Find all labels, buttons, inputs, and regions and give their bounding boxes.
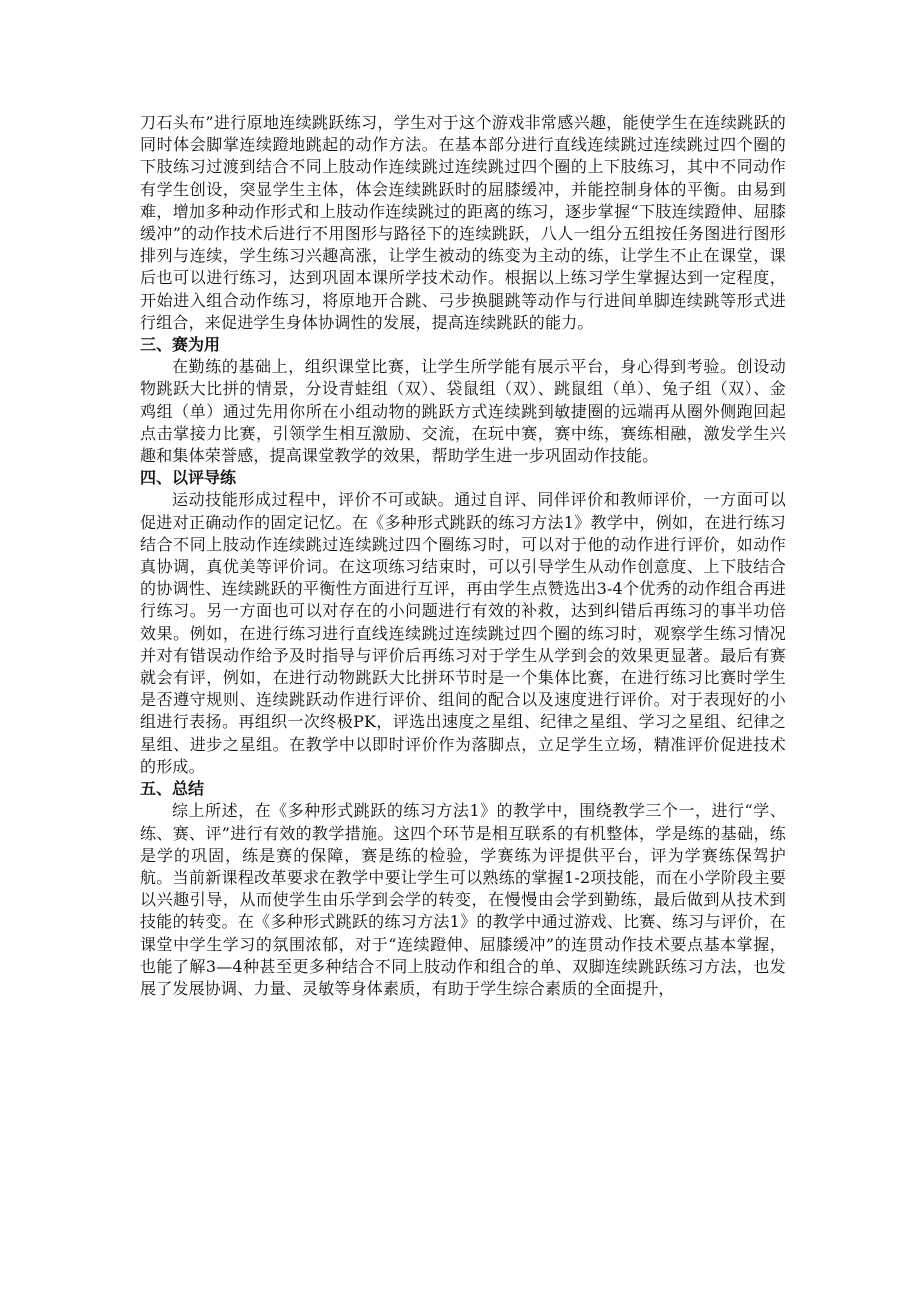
section-body-evaluation: 运动技能形成过程中，评价不可或缺。通过自评、同伴评价和教师评价，一方面可以促进对正确动作的固定记忆。在《多种形式跳跃的练习方法1》教学中，例如，在进行练习结合不同上肢动作连续跳过连续跳过四个圈练习时，可以对于他的动作进行评价，如动作真协调，真优美等评价词。在这项练习结束时，可以引导学生从动作创意度、上下肢结合的协调性、连续跳跃的平衡性方面进行互评，再由学生点赞选出3-4个优秀的动作组合再进行练习。另一方面也可以对存在的小问题进行有效的补救，达到纠错后再练习的事半功倍效果。例如，在进行练习进行直线连续跳过连续跳过四个圈的练习时，观察学生练习情况并对有错误动作给予及时指导与评价后再练习对于学生从学到会的效果更显著。最后有赛就会有评，例如，在进行动物跳跃大比拼环节时是一个集体比赛，在进行练习比赛时学生是否遵守规则、连续跳跃动作进行评价、组间的配合以及速度进行评价。对于表现好的小组进行表扬。再组织一次终极PK，评选出速度之星组、纪律之星组、学习之星组、纪律之星组、进步之星组。在教学中以即时评价作为落脚点，立足学生立场，精准评价促进技术的形成。 [140, 490, 786, 776]
section-body-competition: 在勤练的基础上，组织课堂比赛，让学生所学能有展示平台，身心得到考验。创设动物跳跃大比拼的情景，分设青蛙组（双）、袋鼠组（双）、跳鼠组（单）、兔子组（双）、金鸡组（单）通过先用你所在小组动物的跳跃方式连续跳到敏捷圈的远端再从圈外侧跑回起点击掌接力比赛，引领学生相互激励、交流，在玩中赛，赛中练，赛练相融，激发学生兴趣和集体荣誉感，提高课堂教学的效果，帮助学生进一步巩固动作技能。 [140, 357, 786, 466]
section-heading-competition: 三、赛为用 [140, 335, 221, 355]
intro-paragraph: 刀石头布”进行原地连续跳跃练习，学生对于这个游戏非常感兴趣，能使学生在连续跳跃的同时体会脚掌连续蹬地跳起的动作方法。在基本部分进行直线连续跳过连续跳过四个圈的下肢练习过渡到结合不同上肢动作连续跳过连续跳过四个圈的上下肢练习，其中不同动作有学生创设，突显学生主体，体会连续跳跃时的屈膝缓冲，并能控制身体的平衡。由易到难，增加多种动作形式和上肢动作连续跳过的距离的练习，逐步掌握“下肢连续蹬伸、屈膝缓冲”的动作技术后进行不用图形与路径下的连续跳跃，八人一组分五组按任务图进行图形排列与连续，学生练习兴趣高涨，让学生被动的练变为主动的练，让学生不止在课堂，课后也可以进行练习，达到巩固本课所学技术动作。根据以上练习学生掌握达到一定程度，开始进入组合动作练习，将原地开合跳、弓步换腿跳等动作与行进间单脚连续跳等形式进行组合，来促进学生身体协调性的发展，提高连续跳跃的能力。 [140, 113, 786, 332]
section-heading-evaluation: 四、以评导练 [140, 468, 237, 488]
section-heading-summary: 五、总结 [140, 779, 205, 799]
document-page [140, 112, 786, 1000]
section-body-summary: 综上所述，在《多种形式跳跃的练习方法1》的教学中，围绕教学三个一，进行“学、练、赛、评”进行有效的教学措施。这四个环节是相互联系的有机整体，学是练的基础，练是学的巩固，练是赛的保障，赛是练的检验，学赛练为评提供平台，评为学赛练保驾护航。当前新课程改革要求在教学中要让学生可以熟练的掌握1-2项技能，而在小学阶段主要以兴趣引导，从而使学生由乐学到会学的转变，在慢慢由会学到勤练，最后做到从技术到技能的转变。在《多种形式跳跃的练习方法1》的教学中通过游戏、比赛、练习与评价，在课堂中学生学习的氛围浓郁，对于“连续蹬伸、屈膝缓冲”的连贯动作技术要点基本掌握，也能了解3—4种甚至更多种结合不同上肢动作和组合的单、双脚连续跳跃练习方法，也发展了发展协调、力量、灵敏等身体素质，有助于学生综合素质的全面提升， [140, 801, 786, 998]
